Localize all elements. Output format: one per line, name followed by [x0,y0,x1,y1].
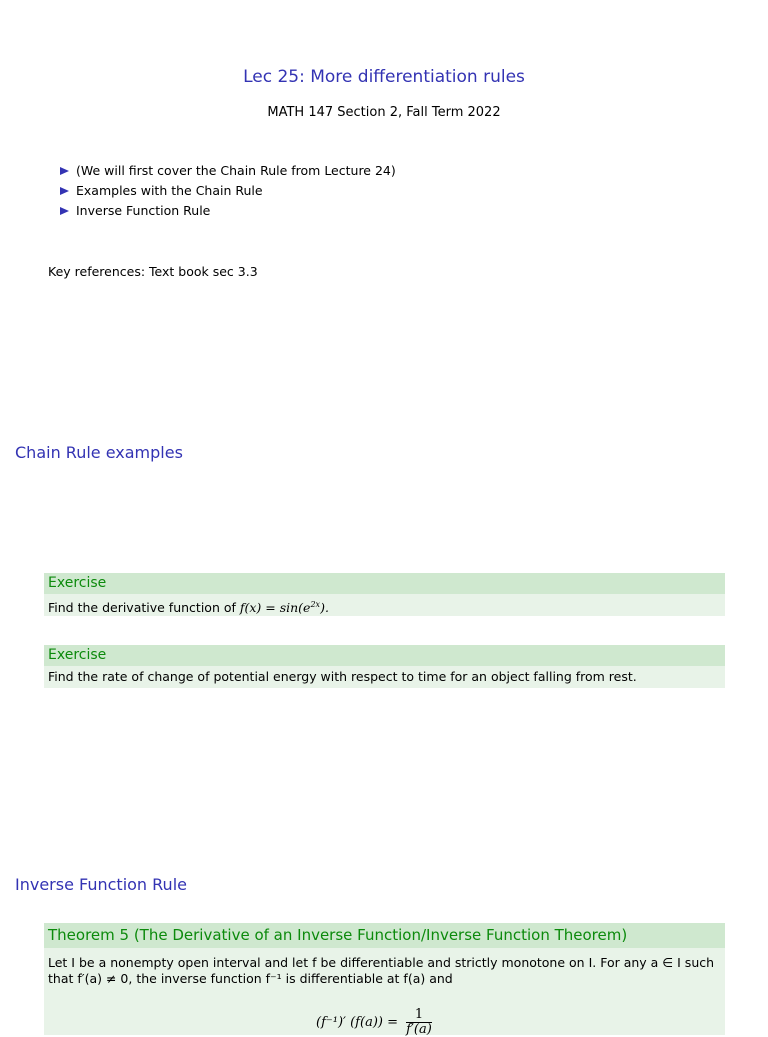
exercise-text: Find the rate of change of potential energy with respect to time for an object falling from rest. [44,666,725,688]
theorem-block [44,923,725,1035]
exercise-block-2 [44,645,725,688]
exercise-title: Exercise [44,573,725,594]
theorem-line: Let I be a nonempty open interval and let f be differentiable and strictly monotone on I. For any a ∈ I such [48,955,715,970]
course-subtitle: MATH 147 Section 2, Fall Term 2022 [267,105,501,120]
theorem-line: that f′(a) ≠ 0, the inverse function f⁻¹ is differentiable at f(a) and [48,971,453,986]
key-references: Key references: Text book sec 3.3 [48,264,258,279]
exercise-math-exponent: 2x [310,600,321,609]
list-item [60,161,396,181]
list-item [60,181,396,201]
formula-fraction: $\frac{1}{f'(a)}$ [406,1007,432,1037]
section-heading-inverse-function: Inverse Function Rule [15,875,187,894]
theorem-body [44,948,725,1035]
inverse-derivative-formula: (f⁻¹)′ (f(a)) = $\frac{1}{f'(a)}$ [316,1007,432,1037]
bullet-triangle-icon [60,207,69,215]
exercise-math: f(x) = sin(e [239,600,311,616]
theorem-title: Theorem 5 (The Derivative of an Inverse Function/Inverse Function Theorem) [44,923,725,948]
bullet-triangle-icon [60,187,69,195]
exercise-text: Find the derivative function of $f(x) = \sin(e^{2x})$. [44,594,725,616]
bullet-text: Inverse Function Rule [76,203,211,218]
list-item [60,201,396,221]
bullet-text: (We will first cover the Chain Rule from Lecture 24) [76,163,396,178]
exercise-block-1 [44,573,725,616]
page-title: Lec 25: More differentiation rules [243,67,525,87]
bullet-triangle-icon [60,167,69,175]
exercise-title: Exercise [44,645,725,666]
bullet-text: Examples with the Chain Rule [76,183,263,198]
outline-list [60,161,396,221]
section-heading-chain-rule: Chain Rule examples [15,443,183,462]
